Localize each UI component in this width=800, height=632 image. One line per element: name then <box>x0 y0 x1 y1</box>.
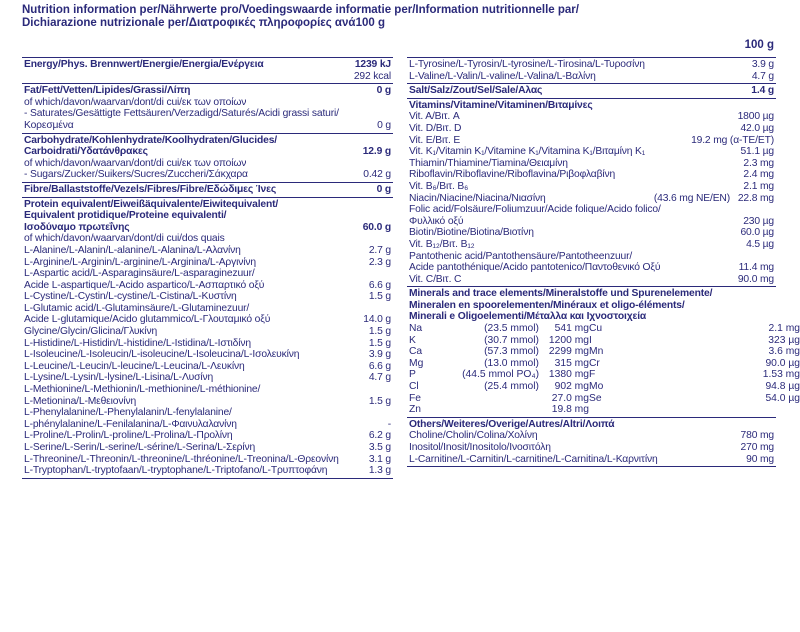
nutrient-row <box>24 407 391 419</box>
nutrient-label: Riboflavin/Riboflavine/Riboflavina/Ριβοφλαβίνη <box>409 169 616 181</box>
nutrient-row <box>409 181 774 193</box>
nutrient-value: - <box>387 418 391 430</box>
nutrient-section <box>22 198 393 479</box>
nutrient-value: 292 kcal <box>353 70 391 82</box>
nutrient-value: 3.5 g <box>368 442 391 453</box>
nutrient-value: 3.1 g <box>368 453 391 465</box>
nutrient-label <box>24 71 351 83</box>
nutrient-value <box>351 303 391 315</box>
mineral-cell <box>619 369 709 381</box>
nutrient-row <box>24 169 391 181</box>
nutrient-label: Salt/Salz/Zout/Sel/Sale/Αλας <box>409 85 543 97</box>
nutrient-value <box>734 100 774 112</box>
nutrient-row <box>24 245 391 257</box>
mineral-cell: 27.0 mg <box>551 392 589 404</box>
minerals-title <box>409 300 774 312</box>
nutrient-label: Acide pantothénique/Acido pantotenico/Παντοθενικό Οξύ <box>409 262 661 274</box>
nutrient-label: Φυλλικό οξύ <box>409 215 464 227</box>
mineral-cell: Cr <box>589 357 600 369</box>
nutrient-row <box>24 454 391 466</box>
nutrient-label: Others/Weiteres/Overige/Autres/Altri/Λοιπά <box>409 418 615 430</box>
nutrient-value: 780 mg <box>740 430 774 442</box>
mineral-cell: 90.0 µg <box>765 357 800 369</box>
nutrient-value <box>351 210 391 222</box>
nutrient-row <box>24 71 391 83</box>
mineral-cell: Zn <box>409 404 422 416</box>
nutrient-value: 270 mg <box>740 442 774 453</box>
nutrient-value: 2.4 mg <box>743 169 774 181</box>
mineral-cell: 1.53 mg <box>762 369 800 381</box>
nutrient-section <box>22 84 393 133</box>
mineral-cell: 1200 mg <box>548 334 589 346</box>
nutrient-row <box>24 97 391 109</box>
nutrient-value: 4.7 g <box>751 70 774 82</box>
nutrient-value: 1.5 g <box>368 326 391 338</box>
nutrient-label: Energy/Phys. Brennwert/Energie/Energia/Ενέργεια <box>24 59 264 70</box>
nutrient-row <box>409 111 774 123</box>
minerals-title-text: Mineralen en spoorelementen/Minéraux et oligo-éléments/ <box>409 299 685 311</box>
nutrient-row <box>24 303 391 315</box>
mineral-cell: 2.1 mg <box>768 323 800 335</box>
nutrient-row <box>24 338 391 350</box>
nutrient-label: - Sugars/Zucker/Suikers/Sucres/Zuccheri/Σάκχαρα <box>24 169 248 181</box>
mineral-cell <box>619 381 709 393</box>
mineral-cell <box>709 404 800 416</box>
nutrient-label: Vit. K₁/Vitamin K₁/Vitamine K₁/Vitamina K₁/Βιταμίνη K₁ <box>409 146 646 158</box>
nutrient-value: 19.2 mg (α-TE/ET) <box>691 134 774 146</box>
mineral-cell: Fe <box>409 392 422 404</box>
nutrient-value <box>351 108 391 120</box>
nutrient-label: Equivalent protidique/Proteine equivalenti/ <box>24 210 227 222</box>
minerals-title-text: Minerali e Oligoelementi/Μέταλλα και Ιχνοστοιχεία <box>409 311 647 323</box>
nutrient-label: L-Proline/L-Prolin/L-proline/L-Prolina/L-Προλίνη <box>24 430 233 442</box>
mineral-cell: 323 µg <box>768 334 800 346</box>
nutrient-label: Vit. E/Βιτ. E <box>409 134 461 146</box>
nutrient-value <box>351 135 391 147</box>
nutrient-value: 0.42 g <box>363 169 391 181</box>
nutrient-value: 90.0 mg <box>737 273 774 285</box>
nutrient-row <box>24 120 391 132</box>
mineral-cell: (13.0 mmol) <box>484 357 539 369</box>
header-amount-right: 100 g <box>744 39 774 51</box>
nutrient-section <box>22 58 393 84</box>
mineral-cell <box>619 335 709 347</box>
nutrient-label: L-Threonine/L-Threonin/L-threonine/L-thréonine/L-Treonina/L-Θρεονίνη <box>24 453 339 465</box>
nutrient-row <box>409 123 774 135</box>
nutrient-label: L-Aspartic acid/L-Asparaginsäure/L-asparaginezuur/ <box>24 268 255 280</box>
nutrient-label: Carbohydrate/Kohlenhydrate/Koolhydraten/Glucides/ <box>24 134 277 146</box>
nutrient-label: Choline/Cholin/Colina/Χολίνη <box>409 430 538 442</box>
nutrient-label: Thiamin/Thiamine/Tiamina/Θειαμίνη <box>409 157 568 169</box>
nutrient-label: Niacin/Niacine/Niacina/Νιασίνη <box>409 192 546 204</box>
nutrient-section <box>407 84 776 99</box>
nutrient-row <box>409 227 774 239</box>
nutrient-label: Vit. D/Βιτ. D <box>409 122 462 134</box>
mineral-cell: 1380 mg <box>548 369 589 381</box>
nutrient-value: 1.5 g <box>368 395 391 407</box>
nutrient-label: Protein equivalent/Eiweißäquivalente/Eiwitequivalent/ <box>24 198 279 210</box>
nutrient-label: L-Methionine/L-Methionin/L-methionine/L-méthionine/ <box>24 384 261 396</box>
nutrient-value: 230 µg <box>743 215 774 227</box>
nutrient-label: Fat/Fett/Vetten/Lipides/Grassi/Λίπη <box>24 85 191 97</box>
nutrient-value: 60.0 µg <box>740 227 774 239</box>
nutrient-value: 1.4 g <box>751 85 774 97</box>
nutrient-label: L-Cystine/L-Cystin/L-cystine/L-Cistina/L-Κυστίνη <box>24 291 237 303</box>
nutrient-row <box>409 442 774 454</box>
mineral-cell: (23.5 mmol) <box>484 323 539 335</box>
nutrient-value: 1800 µg <box>737 111 774 123</box>
nutrient-row <box>24 314 391 326</box>
nutrient-label: - Saturates/Gesättigte Fettsäuren/Verzadigd/Saturés/Acidi grassi saturi/ <box>24 108 339 120</box>
right-column <box>407 57 800 467</box>
mineral-cell: Cl <box>409 381 419 393</box>
nutrient-value: 6.6 g <box>368 360 391 372</box>
nutrient-label: Inositol/Inosit/Inositolo/Ινοσιτόλη <box>409 442 551 453</box>
nutrient-value: 2.3 mg <box>743 157 774 169</box>
nutrient-value: 3.9 g <box>751 59 774 70</box>
mineral-cell: Se <box>589 392 602 404</box>
nutrient-row <box>409 262 774 274</box>
mineral-cell: Na <box>409 323 423 335</box>
nutrient-row <box>409 169 774 181</box>
nutrient-row <box>24 361 391 373</box>
nutrient-value: 0 g <box>376 183 391 195</box>
mineral-cell: 54.0 µg <box>765 392 800 404</box>
nutrient-label: L-Valine/L-Valin/L-valine/L-Valina/L-Βαλίνη <box>409 70 596 82</box>
nutrient-value <box>734 251 774 263</box>
nutrient-row <box>24 199 391 211</box>
nutrient-row <box>24 210 391 222</box>
nutrient-label: L-phénylalanine/L-Fenilalanina/L-Φαινυλαλανίνη <box>24 418 237 430</box>
nutrient-row <box>409 274 774 286</box>
nutrient-value: 4.5 µg <box>746 238 774 250</box>
nutrient-value <box>734 419 774 431</box>
nutrient-label: Fibre/Ballaststoffe/Vezels/Fibres/Fibre/Εδώδιμες Ίνες <box>24 183 277 195</box>
nutrient-value: 3.9 g <box>368 349 391 361</box>
nutrient-label: L-Phenylalanine/L-Phenylalanin/L-fenylalanine/ <box>24 407 232 419</box>
table-header <box>22 4 579 30</box>
nutrient-label: L-Carnitine/L-Carnitin/L-carnitine/L-Carnitina/L-Καρνιτίνη <box>409 453 658 465</box>
nutrient-value: 6.6 g <box>368 279 391 291</box>
nutrient-row <box>24 280 391 292</box>
mineral-cell: P <box>409 369 416 381</box>
nutrient-row <box>24 233 391 245</box>
nutrient-value: 2.7 g <box>368 244 391 256</box>
nutrient-value: 1.3 g <box>368 465 391 477</box>
nutrient-row <box>24 384 391 396</box>
nutrient-value: 2.1 mg <box>743 180 774 192</box>
nutrient-label: L-Metionina/L-Μεθειονίνη <box>24 395 137 407</box>
nutrient-row <box>409 85 774 97</box>
nutrient-row <box>409 193 774 205</box>
nutrient-label: L-Glutamic acid/L-Glutaminsäure/L-Glutaminezuur/ <box>24 302 250 314</box>
nutrient-label: Biotin/Biotine/Biotina/Βιοτίνη <box>409 227 534 239</box>
nutrient-value: 14.0 g <box>363 314 391 326</box>
nutrient-label: L-Isoleucine/L-Isoleucin/L-isoleucine/L-Isoleucina/L-Ισολευκίνη <box>24 349 300 361</box>
nutrient-row <box>24 158 391 170</box>
nutrient-value: 0 g <box>376 85 391 97</box>
nutrient-row <box>24 135 391 147</box>
nutrient-value <box>734 204 774 216</box>
nutrient-value: 6.2 g <box>368 430 391 442</box>
nutrient-row <box>24 372 391 384</box>
nutrient-row <box>24 349 391 361</box>
nutrient-value: 4.7 g <box>368 372 391 384</box>
nutrient-label: of which/davon/waarvan/dont/di cui/εκ των οποίων <box>24 96 247 108</box>
nutrient-label: Vitamins/Vitamine/Vitaminen/Βιταμίνες <box>409 99 593 111</box>
nutrient-label: Folic acid/Folsäure/Foliumzuur/Acide folique/Acido folico/ <box>409 204 661 216</box>
nutrient-label: Acide L-aspartique/L-Acido aspartico/L-Ασπαρτικό οξύ <box>24 279 265 291</box>
nutrient-row <box>24 465 391 477</box>
nutrient-label: Glycine/Glycin/Glicina/Γλυκίνη <box>24 326 158 338</box>
mineral-cell: 3.6 mg <box>768 346 800 358</box>
nutrient-row <box>409 239 774 251</box>
nutrient-row <box>409 158 774 170</box>
minerals-title-text: Minerals and trace elements/Mineralstoffe und Spurenelemente/ <box>409 288 713 300</box>
nutrient-section <box>407 418 776 467</box>
mineral-cell <box>619 404 709 416</box>
mineral-cell: (30.7 mmol) <box>484 334 539 346</box>
nutrient-row <box>409 71 774 83</box>
nutrient-label: Ισοδύναμο πρωτεΐνης <box>24 221 130 233</box>
nutrient-label: Carboidrati/Υδατάνθρακες <box>24 146 148 158</box>
nutrient-value: 1.5 g <box>368 291 391 303</box>
nutrient-value: 60.0 g <box>362 221 391 233</box>
nutrient-row <box>409 59 774 71</box>
nutrient-value: 11.4 mg <box>738 262 774 274</box>
nutrient-row <box>409 204 774 216</box>
nutrient-value: 51.1 µg <box>740 146 774 158</box>
minerals-title <box>409 311 774 323</box>
mineral-cell <box>619 393 709 405</box>
mineral-cell: K <box>409 334 416 346</box>
nutrient-label: L-Alanine/L-Alanin/L-alanine/L-Alanina/L-Αλανίνη <box>24 244 241 256</box>
nutrient-row <box>24 396 391 408</box>
nutrient-row <box>24 222 391 234</box>
mineral-cell <box>619 323 709 335</box>
nutrient-value <box>351 97 391 109</box>
header-amount-left: 100 g <box>355 17 385 29</box>
nutrient-label: L-Serine/L-Serin/L-serine/L-sérine/L-Serina/L-Σερίνη <box>24 442 256 453</box>
nutrient-value <box>351 384 391 396</box>
nutrient-value: 2.3 g <box>368 256 391 268</box>
nutrient-row <box>409 430 774 442</box>
nutrient-row <box>24 257 391 269</box>
mineral-cell: 541 mg <box>554 323 589 335</box>
nutrient-label: Vit. B₁₂/Βιτ. B₁₂ <box>409 238 475 250</box>
nutrient-row <box>409 419 774 431</box>
mineral-cell: 2299 mg <box>548 346 589 358</box>
mineral-cell <box>589 404 619 416</box>
nutrient-row <box>409 454 774 466</box>
mineral-cell: F <box>589 369 596 381</box>
nutrient-section <box>407 58 776 84</box>
nutrient-value: 12.9 g <box>362 146 391 158</box>
mineral-cell <box>619 358 709 370</box>
mineral-cell: Ca <box>409 346 423 358</box>
nutrient-row <box>24 291 391 303</box>
nutrient-label: Vit. B₆/Βιτ. B₆ <box>409 180 469 192</box>
mineral-cell: 315 mg <box>554 357 589 369</box>
nutrient-value: 42.0 µg <box>740 122 774 134</box>
nutrient-value: 1.5 g <box>368 337 391 349</box>
header-line-1: Nutrition information per/Nährwerte pro/Voedingswaarde informatie per/Information nutritionnelle par/ <box>22 4 579 16</box>
nutrient-row <box>409 100 774 112</box>
nutrient-value <box>351 268 391 280</box>
nutrient-label: L-Tyrosine/L-Tyrosin/L-tyrosine/L-Tirosina/L-Τυροσίνη <box>409 59 645 70</box>
nutrient-value <box>351 158 391 170</box>
mineral-cell: Mn <box>589 346 604 358</box>
nutrient-label: of which/davon/waarvan/dont/di cui/dos quais <box>24 233 225 245</box>
nutrient-row <box>24 146 391 158</box>
mineral-cell <box>449 393 539 405</box>
left-column <box>22 57 393 479</box>
nutrient-row <box>24 108 391 120</box>
nutrient-label: L-Histidine/L-Histidin/L-histidine/L-Istidina/L-Ιστιδίνη <box>24 337 251 349</box>
mineral-cell <box>619 346 709 358</box>
nutrient-label: L-Leucine/L-Leucin/L-leucine/L-Leucina/L-Λευκίνη <box>24 360 245 372</box>
header-line-2: Dichiarazione nutrizionale per/Διατροφικές πληροφορίες ανά <box>22 17 356 29</box>
nutrient-value: 22.8 mg <box>737 192 774 204</box>
nutrient-label: of which/davon/waarvan/dont/di cui/εκ των οποίων <box>24 157 247 169</box>
mineral-cell: Mg <box>409 357 424 369</box>
nutrient-value <box>351 407 391 419</box>
mineral-cell: I <box>589 334 592 346</box>
nutrient-row <box>24 326 391 338</box>
nutrient-section <box>407 287 800 418</box>
nutrient-row <box>24 184 391 196</box>
nutrient-label: Vit. C/Βιτ. C <box>409 273 462 285</box>
nutrient-label: Pantothenic acid/Pantothensäure/Pantotheenzuur/ <box>409 250 633 262</box>
nutrient-row <box>24 442 391 454</box>
minerals-grid <box>409 323 800 416</box>
nutrient-row <box>24 268 391 280</box>
nutrient-row <box>24 85 391 97</box>
nutrient-row <box>409 146 774 158</box>
nutrient-section <box>407 99 776 288</box>
mineral-cell: 94.8 µg <box>765 381 800 393</box>
nutrient-row <box>409 135 774 147</box>
nutrient-note: (43.6 mg NE/EN) <box>653 192 730 204</box>
nutrient-value: 90 mg <box>746 453 774 465</box>
nutrient-label: L-Lysine/L-Lysin/L-lysine/L-Lisina/L-Λυσίνη <box>24 372 214 384</box>
nutrient-row <box>24 59 391 71</box>
nutrient-section <box>22 183 393 198</box>
nutrient-label: Κορεσμένα <box>24 119 74 131</box>
nutrient-row <box>409 216 774 228</box>
mineral-cell: (25.4 mmol) <box>484 381 539 393</box>
nutrient-value <box>351 233 391 245</box>
nutrient-label: Acide L-glutamique/Acido glutammico/L-Γλουταμικό οξύ <box>24 314 271 326</box>
nutrient-row <box>24 419 391 431</box>
nutrient-row <box>24 430 391 442</box>
nutrient-value: 1239 kJ <box>354 59 391 70</box>
mineral-cell: Cu <box>589 323 603 335</box>
nutrient-label: Vit. A/Βιτ. A <box>409 111 460 123</box>
mineral-cell: (57.3 mmol) <box>484 346 539 358</box>
mineral-cell: Mo <box>589 381 604 393</box>
nutrient-section <box>22 134 393 183</box>
nutrient-row <box>409 251 774 263</box>
nutrient-value: 0 g <box>377 119 391 131</box>
mineral-cell: 902 mg <box>554 381 589 393</box>
nutrient-label: L-Tryptophan/L-tryptofaan/L-tryptophane/L-Triptofano/L-Τρυπτοφάνη <box>24 465 328 477</box>
mineral-cell: (44.5 mmol PO₄) <box>462 369 539 381</box>
mineral-cell: 19.8 mg <box>551 404 589 416</box>
minerals-title <box>409 288 774 300</box>
nutrient-value <box>351 199 391 211</box>
nutrient-label: L-Arginine/L-Arginin/L-arginine/L-Arginina/L-Αργινίνη <box>24 256 256 268</box>
mineral-cell <box>449 404 539 416</box>
